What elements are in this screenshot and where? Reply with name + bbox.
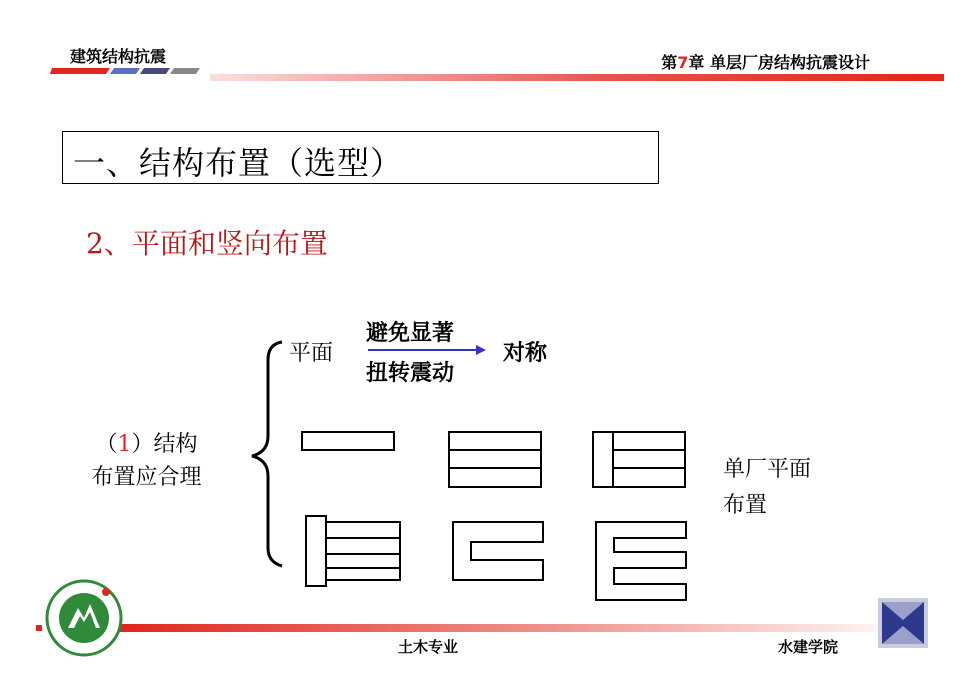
arrow-text-bottom: 扭转震动 xyxy=(366,360,455,386)
curly-brace xyxy=(252,342,282,566)
result-label: 对称 xyxy=(503,340,548,366)
arrow-text-top: 避免显著 xyxy=(366,320,455,346)
left-label-suffix: ）结构 xyxy=(131,432,198,457)
footer-major: 土木专业 xyxy=(398,638,459,656)
chapter-suffix: 章 单层厂房结构抗震设计 xyxy=(688,53,870,72)
plane-label: 平面 xyxy=(289,341,334,366)
arrow-head xyxy=(476,345,486,355)
plan-shape-end-bay xyxy=(593,432,685,487)
right-label-line2: 布置 xyxy=(723,493,768,518)
right-label-line1: 单厂平面 xyxy=(723,457,812,482)
plan-shape-bar xyxy=(302,432,394,450)
left-label-line2: 布置应合理 xyxy=(91,465,202,490)
section-title: 一、结构布置（选型） xyxy=(73,144,404,182)
plan-shape-e xyxy=(596,522,686,600)
chapter-number: 7 xyxy=(677,53,689,72)
left-label-prefix: （ xyxy=(95,432,118,457)
slide-nav-icon[interactable] xyxy=(878,598,928,648)
subsection-title: 2、平面和竖向布置 xyxy=(86,227,328,260)
course-title: 建筑结构抗震 xyxy=(70,47,167,66)
plan-shape-l xyxy=(306,516,400,586)
left-label-number: 1 xyxy=(117,432,132,457)
university-logo xyxy=(44,578,124,658)
plan-shape-u xyxy=(453,522,543,580)
chapter-prefix: 第 xyxy=(661,53,678,72)
plan-shape-striped-rect xyxy=(449,432,541,487)
footer-college: 水建学院 xyxy=(778,638,839,656)
